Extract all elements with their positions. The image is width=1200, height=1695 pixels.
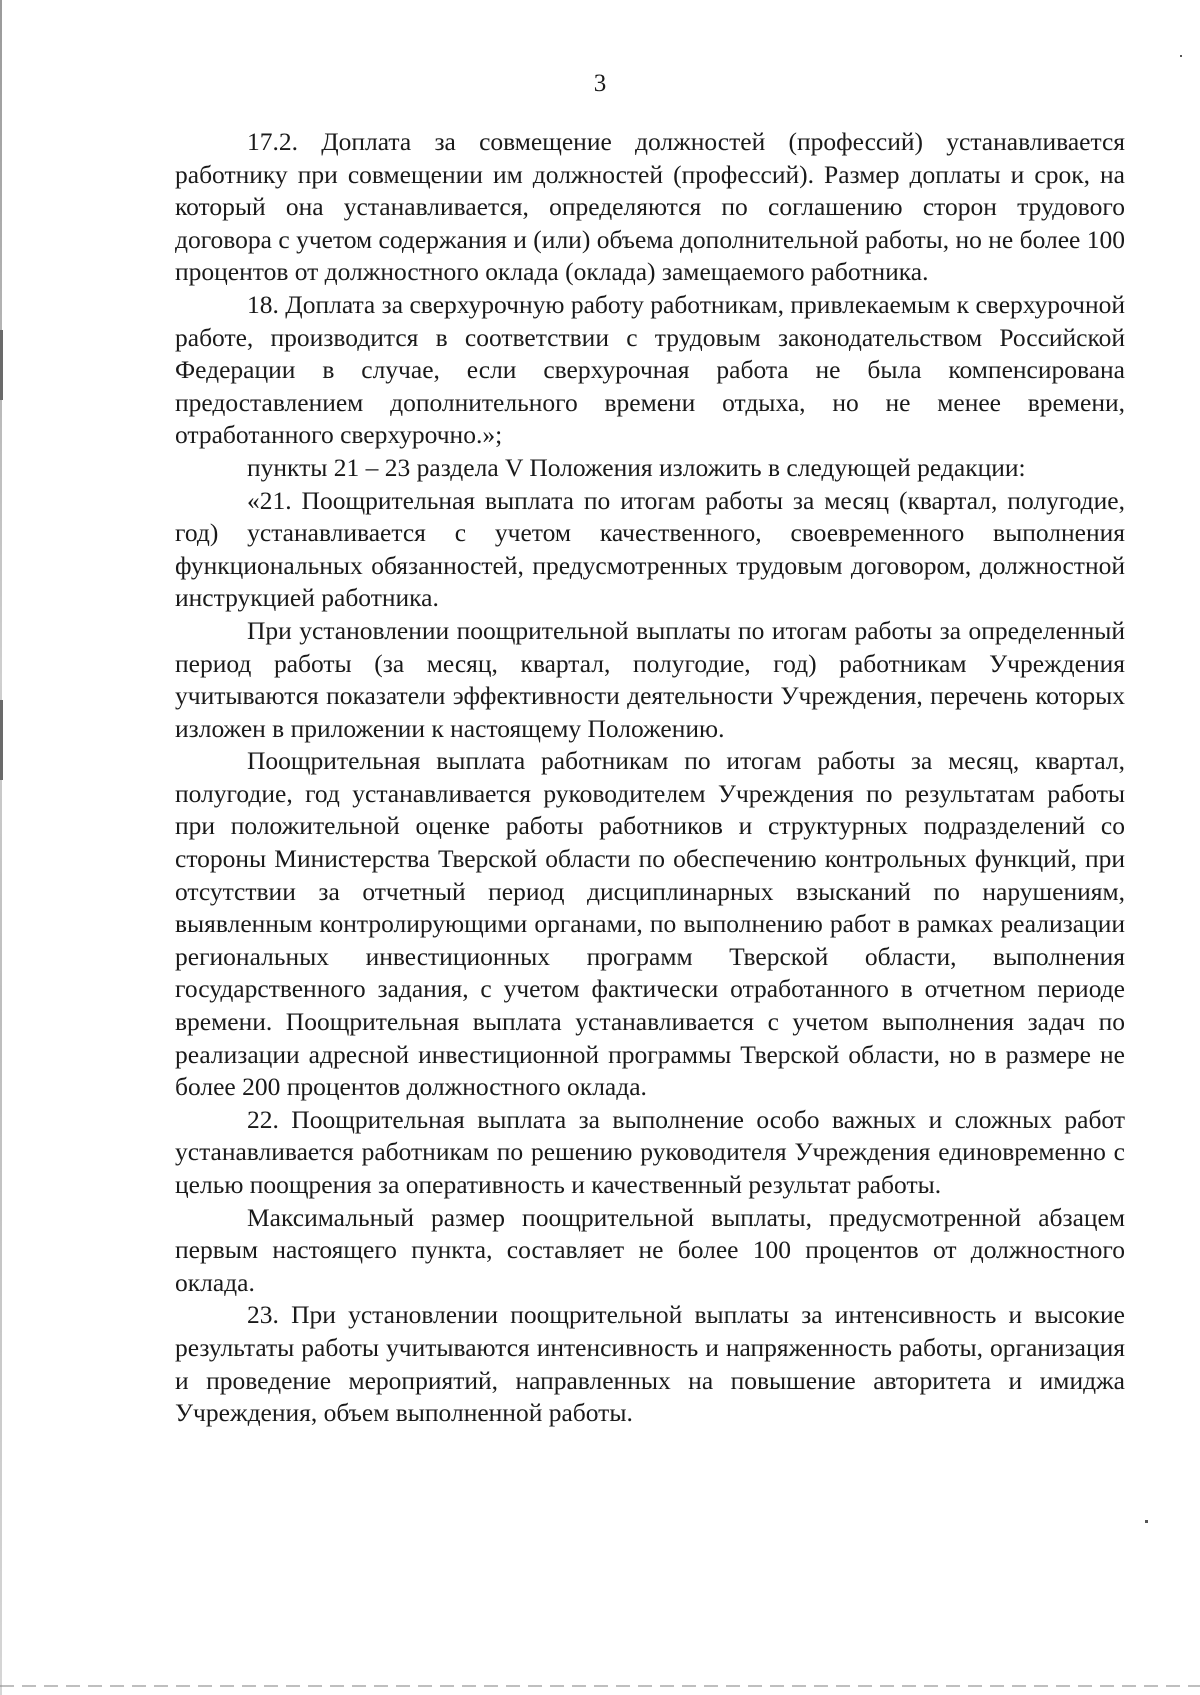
scan-speck	[0, 700, 3, 780]
paragraph-23: 23. При установлении поощрительной выплаты за интенсивность и высокие результаты работы учитываются интенсивность и напряженность работы, организация и проведение мероприятий, направленных на повышение авторитета и имиджа Учреждения, объем выполненной работы.	[175, 1300, 1125, 1428]
page-number: 3	[593, 70, 607, 97]
paragraph-22: 22. Поощрительная выплата за выполнение особо важных и сложных работ устанавливается работникам по решению руководителя Учреждения единовременно с целью поощрения за оперативность и качественный результат работы.	[175, 1104, 1125, 1199]
paragraph-amendment-intro: пункты 21 – 23 раздела V Положения изложить в следующей редакции:	[247, 452, 1026, 482]
document-body	[175, 126, 1125, 1430]
scan-bottom-edge	[0, 1685, 1200, 1687]
paragraph-21-conditions: Поощрительная выплата работникам по итогам работы за месяц, квартал, полугодие, год устанавливается руководителем Учреждения по результатам работы при положительной оценке работы работников и структурных подразделений со стороны Министерства Тверской области по обеспечению контрольных функций, при отсутствии за отчетный период дисциплинарных взысканий по нарушениям, выявленным контролирующими органами, по выполнению работ в рамках реализации региональных инвестиционных программ Тверской области, выполнения государственного задания, с учетом фактически отработанного в отчетном периоде времени. Поощрительная выплата устанавливается с учетом выполнения задач по реализации адресной инвестиционной программы Тверской области, но в размере не более 200 процентов должностного оклада.	[175, 746, 1125, 1102]
paragraph-18: 18. Доплата за сверхурочную работу работникам, привлекаемым к сверхурочной работе, производится в соответствии с трудовым законодательством Российской Федерации в случае, если сверхурочная работа не была компенсирована предоставлением дополнительного времени отдыха, но не менее времени, отработанного сверхурочно.»;	[175, 289, 1125, 450]
scan-speck	[1145, 1520, 1148, 1523]
scan-speck	[1180, 55, 1182, 57]
paragraph-21: «21. Поощрительная выплата по итогам работы за месяц (квартал, полугодие, год) устанавливается с учетом качественного, своевременного выполнения функциональных обязанностей, предусмотренных трудовым договором, должностной инструкцией работника.	[175, 485, 1125, 613]
scan-speck	[0, 330, 3, 400]
scan-left-edge	[0, 0, 2, 1695]
paragraph-17-2: 17.2. Доплата за совмещение должностей (профессий) устанавливается работнику при совмещении им должностей (профессий). Размер доплаты и срок, на который она устанавливается, определяются по соглашению сторон трудового договора с учетом содержания и (или) объема дополнительной работы, но не более 100 процентов от должностного оклада (оклада) замещаемого работника.	[175, 127, 1125, 287]
paragraph-22-maximum: Максимальный размер поощрительной выплаты, предусмотренной абзацем первым настоящего пункта, составляет не более 100 процентов от должностного оклада.	[175, 1202, 1125, 1297]
paragraph-21-period: При установлении поощрительной выплаты по итогам работы за определенный период работы (за месяц, квартал, полугодие, год) работникам Учреждения учитываются показатели эффективности деятельности Учреждения, перечень которых изложен в приложении к настоящему Положению.	[175, 615, 1125, 743]
